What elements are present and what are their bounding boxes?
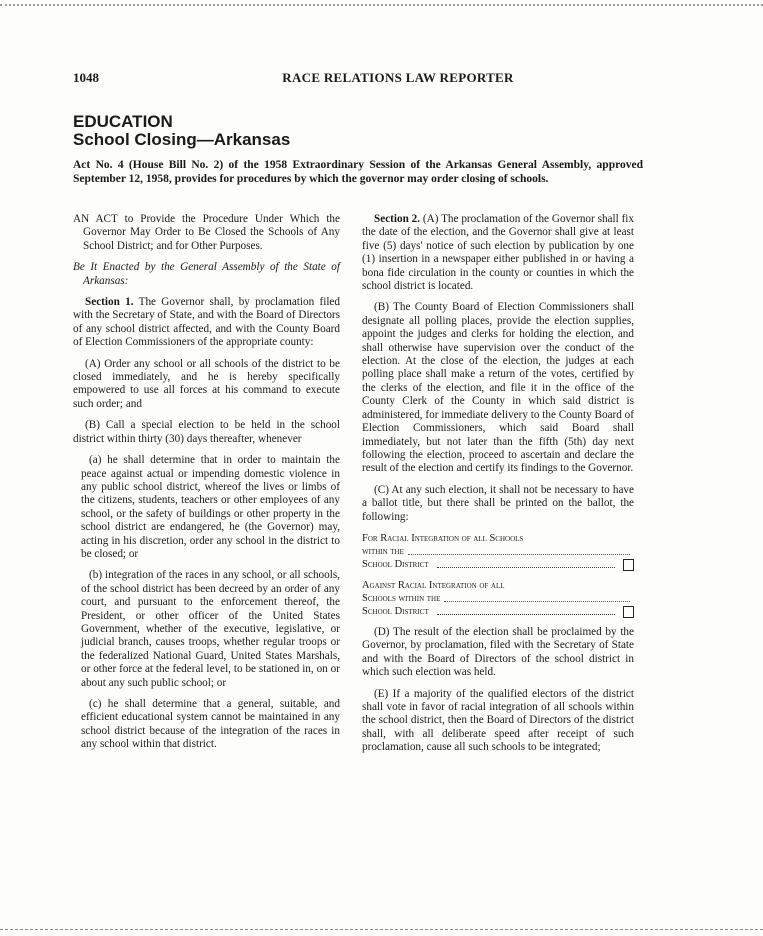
section-1-lead: Section 1.	[85, 296, 134, 309]
section-1	[73, 296, 340, 350]
enacting-clause: Be It Enacted by the General Assembly of the State of Arkansas:	[73, 261, 340, 287]
section-2-b: (B) The County Board of Election Commissioners shall designate all polling places, provide the election supplies, appoint the judges and clerks for holding the election, and shall otherwise have supervision over the conduct of the election. At the close of the election, the judges at each polling place shall make a return of the votes, certified by the clerks of the election, and file it in the office of the County Clerk of the County in which said district is administered, for immediate delivery to the County Board of Election Commissioners, which said Board shall immediately, but not later than the fifth (5th) day next following the election, proceed to ascertain and declare the result of the election and certify its findings to the Governor.	[362, 301, 634, 475]
bottom-rule	[0, 929, 763, 930]
subclause-c: (c) he shall determine that a general, suitable, and efficient educational system cannot be maintained in any school district because of the integration of the races in any school within that district.	[81, 698, 340, 751]
section-2-d: (D) The result of the election shall be proclaimed by the Governor, by proclamation, filed with the Secretary of State and with the Board of Directors of the school district in which such election was held.	[362, 625, 634, 679]
clause-b: (B) Call a special election to be held in the school district within thirty (30) days thereafter, whenever	[73, 419, 340, 445]
section-heading: EDUCATION	[73, 112, 173, 131]
ballot-against-line-2: Schools within the	[362, 592, 441, 604]
clause-a: (A) Order any school or all schools of the district to be closed immediately, and he is hereby specifically empowered to use all forces at his command to execute such order; and	[73, 357, 340, 410]
top-dotted-rule	[0, 4, 763, 6]
publication-title: RACE RELATIONS LAW REPORTER	[282, 70, 514, 85]
section-2-e: (E) If a majority of the qualified electors of the district shall vote in favor of racial integration of all schools within the school district, then the Board of Directors of the district shall, with all deliberate speed after receipt of such proclamation, cause all such schools to be integrated;	[362, 687, 634, 754]
ballot-for-line-2: within the	[362, 545, 404, 557]
ballot-against-line-1: Against Racial Integration of all	[362, 579, 505, 591]
section-2-lead: Section 2.	[374, 213, 421, 225]
ballot-for-line-3: School District	[362, 558, 429, 570]
subclause-a: (a) he shall determine that in order to maintain the peace against actual or impending domestic violence in any public school district, whereof the lives or limbs of the citizens, students, teachers or other employees of any school, or the safety of buildings or other property in the school district are endangered, he (the Governor) may, acting in his discretion, order any school in the district to be closed; or	[81, 454, 340, 560]
section-1-text: The Governor shall, by proclamation filed with the Secretary of State, and with the Board of Directors of any school district affected, and with the County Board of Election Commissioners of the appropriate county:	[73, 296, 340, 349]
intro-summary: Act No. 4 (House Bill No. 2) of the 1958 Extraordinary Session of the Arkansas General Assembly, approved September 12, 1958, provides for procedures by which the governor may order closing of schools.	[73, 159, 643, 185]
page-number: 1048	[73, 70, 99, 85]
dot-leader	[437, 567, 615, 568]
running-header	[73, 70, 683, 90]
section-2-a	[362, 213, 634, 293]
left-column	[73, 213, 340, 760]
subsection-heading: School Closing—Arkansas	[73, 130, 291, 149]
ballot-against-line-3: School District	[362, 605, 429, 617]
blank-line	[408, 554, 630, 555]
ballot-checkbox-against	[623, 606, 634, 618]
dot-leader	[437, 614, 615, 615]
subclause-b: (b) integration of the races in any school, or all schools, of the school district has been decreed by an order of any court, and pursuant to the enforcement thereof, the President, or other officer of the United States Government, whether of the executive, legislative, or judicial branch, causes troops, whether regular troops or the federalized National Guard, United States Marshals, or other force at the federal level, to be stationed in, on or about any such public school; or	[81, 569, 340, 689]
act-title: AN ACT to Provide the Procedure Under Which the Governor May Order to Be Closed the Schools of Any School District; and for Other Purposes.	[73, 213, 340, 252]
blank-line	[444, 601, 630, 602]
ballot-checkbox-for	[623, 559, 634, 571]
section-2-c: (C) At any such election, it shall not be necessary to have a ballot title, but there shall be printed on the ballot, the following:	[362, 483, 634, 523]
right-column	[362, 213, 634, 763]
ballot-for-line-1: For Racial Integration of all Schools	[362, 532, 524, 544]
section-2-a-text: (A) The proclamation of the Governor shall fix the date of the election, and the Governor shall give at least five (5) days' notice of such election by publication by one (1) insertion in a newspaper either published in or having a bona fide circulation in the county or counties in which the school district is located.	[362, 213, 634, 293]
ballot-text	[362, 532, 634, 618]
